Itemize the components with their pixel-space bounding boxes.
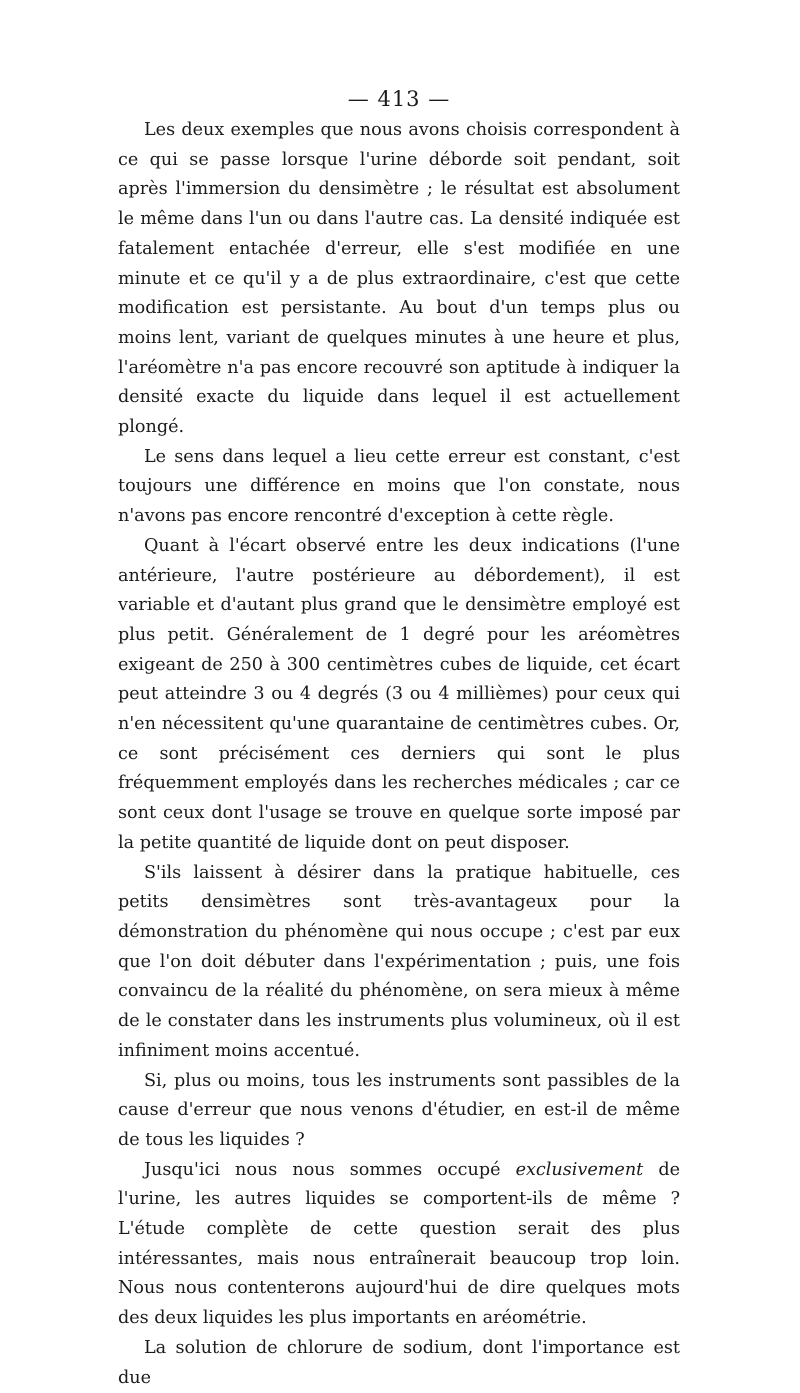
paragraph-7-partial: La solution de chlorure de sodium, dont l'importance est due — [118, 1337, 680, 1388]
paragraph-3: Quant à l'écart observé entre les deux indications (l'une antérieure, l'autre postérieure au débordement), il est variable et d'autant plus grand que le densimètre employé est plus petit. Généralement de 1 degré pour les aréomètres exigeant de 250 à 300 centimètres cubes de liquide, cet écart peut atteindre 3 ou 4 degrés (3 ou 4 millièmes) pour ceux qui n'en nécessitent qu'une quarantaine de centimètres cubes. Or, ce sont précisément ces derniers qui sont le plus fréquemment employés dans les recherches médicales ; car ce sont ceux dont l'usage se trouve en quelque sorte imposé par la petite quantité de liquide dont on peut disposer. — [118, 535, 680, 853]
paragraph-4: S'ils laissent à désirer dans la pratique habituelle, ces petits densimètres sont très-avantageux pour la démonstration du phénomène qui nous occupe ; c'est par eux que l'on doit débuter dans l'expérimentation ; puis, une fois convaincu de la réalité du phénomène, on sera mieux à même de le constater dans les instruments plus volumineux, où il est infiniment moins accentué. — [118, 862, 680, 1061]
paragraph-2: Le sens dans lequel a lieu cette erreur est constant, c'est toujours une différence en moins que l'on constate, nous n'avons pas encore rencontré d'exception à cette règle. — [118, 446, 680, 527]
paragraph-6 — [118, 1156, 680, 1334]
document-page — [118, 84, 680, 1393]
emphasis-exclusivement: exclusivement — [515, 1159, 644, 1180]
paragraph-1: Les deux exemples que nous avons choisis correspondent à ce qui se passe lorsque l'urine déborde soit pendant, soit après l'immersion du densimètre ; le résultat est absolument le même dans l'un ou dans l'autre cas. La densité indiquée est fatalement entachée d'erreur, elle s'est modifiée en une minute et ce qu'il y a de plus extraordinaire, c'est que cette modification est persistante. Au bout d'un temps plus ou moins lent, variant de quelques minutes à une heure et plus, l'aréomètre n'a pas encore recouvré son aptitude à indiquer la densité exacte du liquide dans lequel il est actuellement plongé. — [118, 120, 680, 438]
page-number: — 413 — — [347, 87, 451, 111]
paragraph-6-text-before: Jusqu'ici nous nous sommes occupé — [144, 1159, 516, 1180]
paragraph-6-text-after: de l'urine, les autres liquides se comportent-ils de même ? L'étude complète de cette question serait des plus intéressantes, mais nous entraînerait beaucoup trop loin. Nous nous contenterons aujourd'hui de dire quelques mots des deux liquides les plus importants en aréométrie. — [118, 1159, 680, 1329]
paragraph-5: Si, plus ou moins, tous les instruments sont passibles de la cause d'erreur que nous venons d'étudier, en est-il de même de tous les liquides ? — [118, 1070, 680, 1150]
